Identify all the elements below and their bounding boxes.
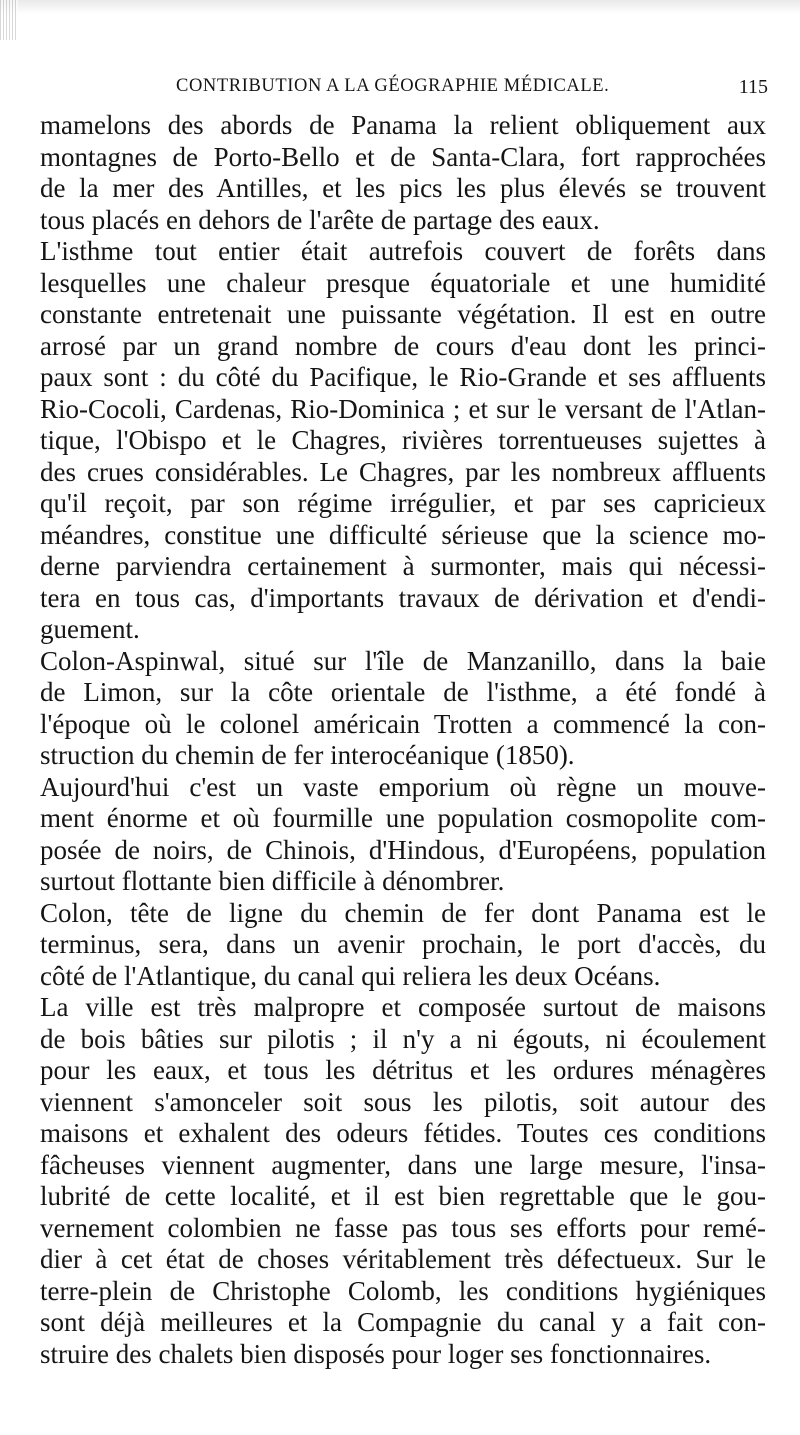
text-line: pour les eaux, et tous les détritus et les ordures ménagères [40,1055,766,1085]
text-line: tique, l'Obispo et le Chagres, rivières torrentueuses sujettes à [40,425,766,455]
text-line: de Limon, sur la côte orientale de l'isthme, a été fondé à [40,677,766,707]
paragraph [40,110,766,236]
paragraph [40,236,766,646]
text-line: l'époque où le colonel américain Trotten a commencé la con- [40,708,766,739]
text-line: dier à cet état de choses véritablement très défectueux. Sur le [40,1244,766,1274]
text-line: fâcheuses viennent augmenter, dans une large mesure, l'insa- [40,1149,766,1180]
text-line: lesquelles une chaleur presque équatoriale et une humidité [40,267,766,298]
text-line: paux sont : du côté du Pacifique, le Rio-Grande et ses affluents [40,362,766,392]
text-line: ment énorme et où fourmille une population cosmopolite com- [40,803,766,833]
text-line: mamelons des abords de Panama la relient obliquement aux [40,110,766,140]
text-line: côté de l'Atlantique, du canal qui reliera les deux Océans. [40,960,661,991]
text-line: Rio-Cocoli, Cardenas, Rio-Dominica ; et sur le versant de l'Atlan- [40,393,766,424]
text-line: sont déjà meilleures et la Compagnie du canal y a fait con- [40,1307,766,1337]
text-line: constante entretenait une puissante végétation. Il est en outre [40,299,766,329]
text-line: surtout flottante bien difficile à dénombrer. [40,866,505,896]
text-line: de la mer des Antilles, et les pics les plus élevés se trouvent [40,173,766,203]
text-line: L'isthme tout entier était autrefois couvert de forêts dans [40,236,766,266]
running-title: CONTRIBUTION A LA GÉOGRAPHIE MÉDICALE. [176,76,610,96]
text-line: tous placés en dehors de l'arête de partage des eaux. [40,204,600,235]
text-line: terre-plein de Christophe Colomb, les conditions hygiéniques [40,1275,766,1306]
text-line: méandres, constitue une difficulté sérieuse que la science mo- [40,519,766,550]
text-line: lubrité de cette localité, et il est bien regrettable que le gou- [40,1181,766,1211]
scan-left-artifact [0,0,18,40]
text-line: maisons et exhalent des odeurs fétides. Toutes ces conditions [40,1118,766,1148]
paragraph [40,646,766,772]
text-line: guement. [40,614,140,644]
text-line: Colon-Aspinwal, situé sur l'île de Manzanillo, dans la baie [40,645,766,676]
page-header [166,76,768,106]
text-line: qu'il reçoit, par son régime irrégulier, et par ses capricieux [40,488,766,518]
body-text [40,110,766,1370]
text-line: vernement colombien ne fasse pas tous ses efforts pour remé- [40,1212,766,1243]
paragraph [40,992,766,1370]
text-line: des crues considérables. Le Chagres, par les nombreux affluents [40,456,766,487]
text-line: Colon, tête de ligne du chemin de fer dont Panama est le [40,897,766,928]
paragraph [40,898,766,993]
text-line: de bois bâties sur pilotis ; il n'y a ni égouts, ni écoulement [40,1023,766,1054]
text-line: derne parviendra certainement à surmonter, mais qui nécessi- [40,551,766,581]
text-line: terminus, sera, dans un avenir prochain, le port d'accès, du [40,929,766,959]
text-line: tera en tous cas, d'importants travaux de dérivation et d'endi- [40,582,766,613]
page-number: 115 [738,76,768,98]
text-line: struction du chemin de fer interocéanique (1850). [40,740,575,770]
text-line: struire des chalets bien disposés pour loger ses fonctionnaires. [40,1338,712,1369]
text-line: arrosé par un grand nombre de cours d'eau dont les princi- [40,330,766,361]
text-line: La ville est très malpropre et composée surtout de maisons [40,992,766,1022]
scan-top-edge [0,0,800,14]
text-line: Aujourd'hui c'est un vaste emporium où règne un mouve- [40,771,766,802]
text-line: viennent s'amonceler soit sous les pilotis, soit autour des [40,1086,766,1117]
paragraph [40,772,766,898]
text-line: montagnes de Porto-Bello et de Santa-Clara, fort rapprochées [40,141,766,172]
text-line: posée de noirs, de Chinois, d'Hindous, d'Européens, population [40,834,766,865]
